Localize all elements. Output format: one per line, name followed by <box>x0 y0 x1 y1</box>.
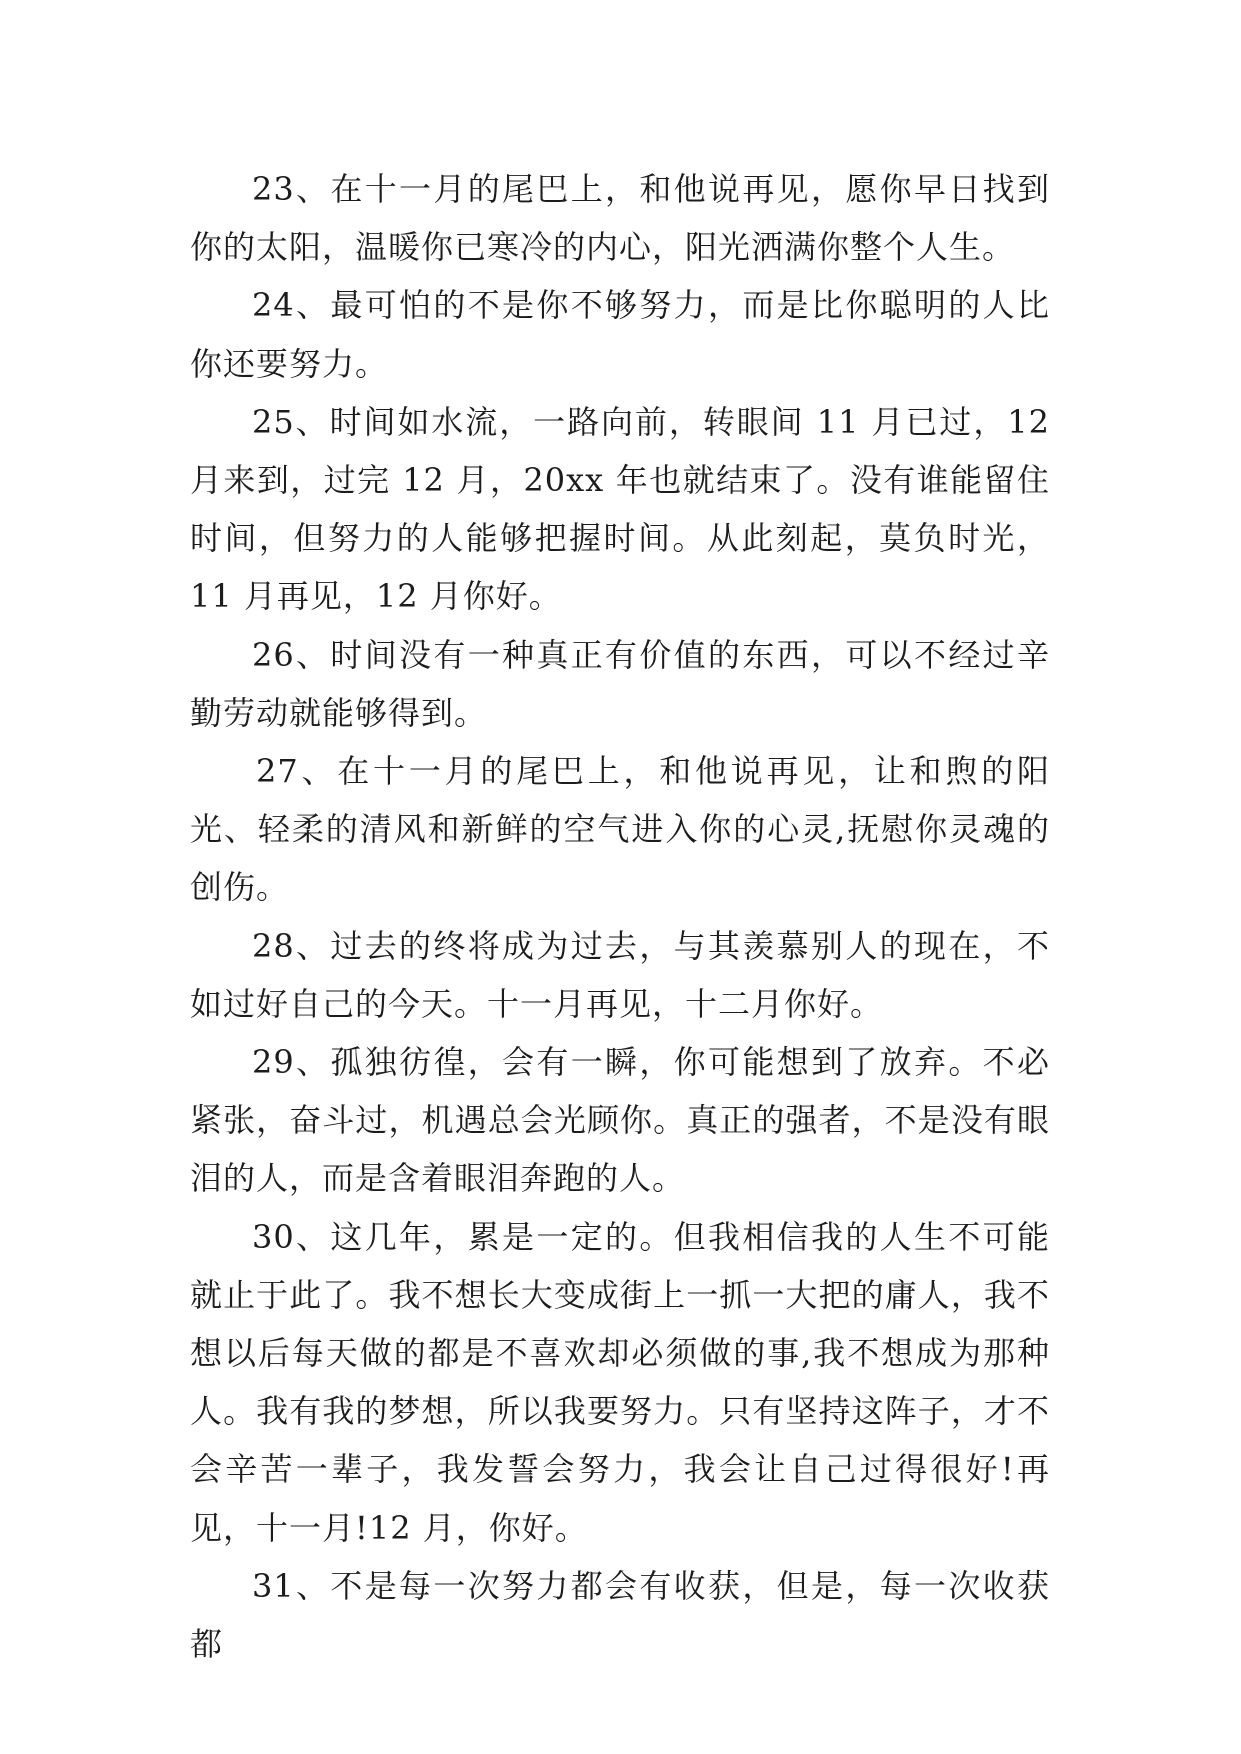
paragraph-24: 24、最可怕的不是你不够努力，而是比你聪明的人比你还要努力。 <box>190 286 1050 383</box>
paragraph-25: 25、时间如水流，一路向前，转眼间 11 月已过，12 月来到，过完 12 月，20xx 年也就结束了。没有谁能留住时间，但努力的人能够把握时间。从此刻起，莫负时光，11 月再见，12 月你好。 <box>190 402 1050 616</box>
document-body <box>190 160 1050 1673</box>
paragraph-23: 23、在十一月的尾巴上，和他说再见，愿你早日找到你的太阳，温暖你已寒冷的内心，阳光洒满你整个人生。 <box>190 170 1050 267</box>
paragraph-29: 29、孤独彷徨，会有一瞬，你可能想到了放弃。不必紧张，奋斗过，机遇总会光顾你。真正的强者，不是没有眼泪的人，而是含着眼泪奔跑的人。 <box>190 1043 1050 1198</box>
paragraph-31: 31、不是每一次努力都会有收获，但是，每一次收获都 <box>190 1566 1050 1664</box>
paragraph-26: 26、时间没有一种真正有价值的东西，可以不经过辛勤劳动就能够得到。 <box>190 635 1050 732</box>
paragraph-30: 30、这几年，累是一定的。但我相信我的人生不可能就止于此了。我不想长大变成街上一抓一大把的庸人，我不想以后每天做的都是不喜欢却必须做的事,我不想成为那种人。我有我的梦想，所以我要努力。只有坚持这阵子，才不会辛苦一辈子，我发誓会努力，我会让自己过得很好!再见，十一月!12 月，你好。 <box>190 1217 1050 1547</box>
paragraph-27: 27、在十一月的尾巴上，和他说再见，让和煦的阳光、轻柔的清风和新鲜的空气进入你的心灵,抚慰你灵魂的创伤。 <box>190 752 1050 907</box>
paragraph-28: 28、过去的终将成为过去，与其羡慕别人的现在，不如过好自己的今天。十一月再见，十二月你好。 <box>190 926 1050 1023</box>
